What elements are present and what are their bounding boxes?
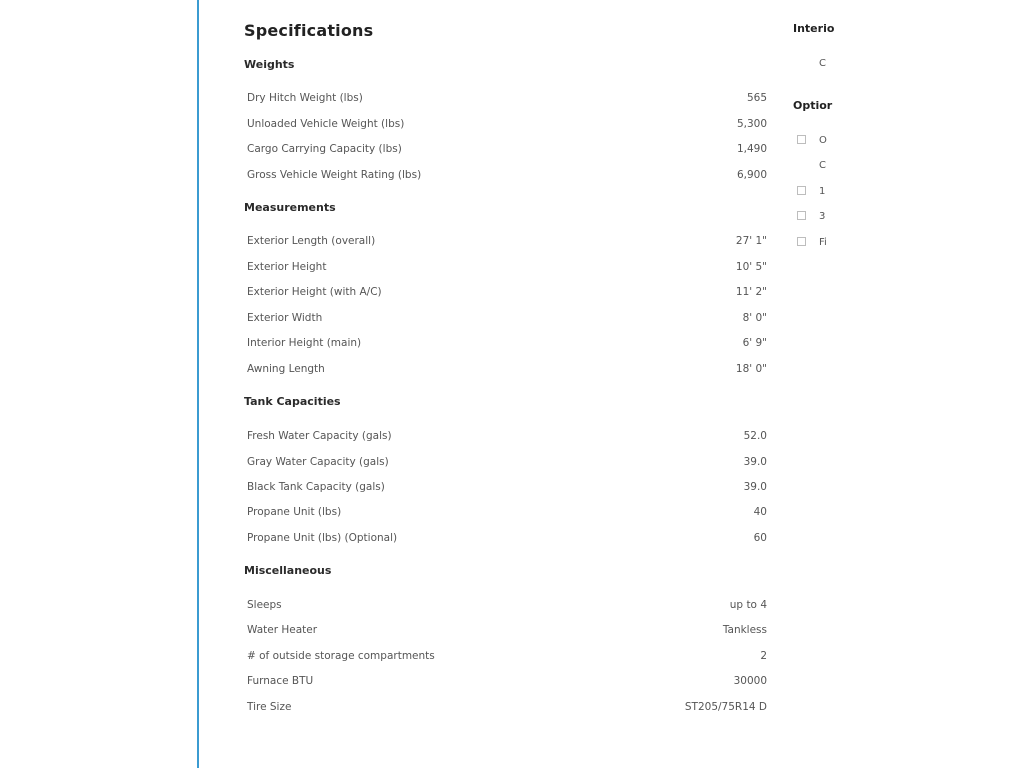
content-left-border	[197, 0, 199, 768]
spec-label: Exterior Width	[247, 312, 323, 324]
interior-heading: Interio	[793, 22, 835, 35]
spec-label: Unloaded Vehicle Weight (lbs)	[247, 118, 405, 130]
option-checkbox[interactable]	[797, 237, 806, 246]
option-checkbox[interactable]	[797, 135, 806, 144]
spec-row	[247, 312, 767, 328]
spec-row	[247, 624, 767, 640]
spec-label: Exterior Length (overall)	[247, 235, 376, 247]
spec-label: # of outside storage compartments	[247, 650, 435, 662]
section-title-measurements: Measurements	[244, 201, 336, 214]
spec-label: Fresh Water Capacity (gals)	[247, 430, 392, 442]
spec-row	[247, 286, 767, 302]
spec-label: Tire Size	[247, 701, 292, 713]
spec-row	[247, 675, 767, 691]
spec-value: ST205/75R14 D	[684, 701, 767, 713]
spec-label: Exterior Height (with A/C)	[247, 286, 382, 298]
options-heading: Optior	[793, 99, 833, 112]
spec-label: Black Tank Capacity (gals)	[247, 481, 385, 493]
spec-row	[247, 235, 767, 251]
spec-value: 40	[753, 506, 767, 518]
spec-label: Furnace BTU	[247, 675, 314, 687]
spec-label: Awning Length	[247, 363, 325, 375]
spec-value: 39.0	[743, 481, 767, 493]
spec-row	[247, 337, 767, 353]
spec-label: Water Heater	[247, 624, 318, 636]
spec-value: 52.0	[743, 430, 767, 442]
option-label: 1	[819, 186, 826, 197]
section-title-weights: Weights	[244, 58, 295, 71]
option-checkbox[interactable]	[797, 186, 806, 195]
spec-label: Propane Unit (lbs)	[247, 506, 342, 518]
spec-row	[247, 118, 767, 134]
spec-label: Propane Unit (lbs) (Optional)	[247, 532, 398, 544]
spec-label: Gross Vehicle Weight Rating (lbs)	[247, 169, 422, 181]
spec-row	[247, 169, 767, 185]
spec-row	[247, 430, 767, 446]
spec-label: Dry Hitch Weight (lbs)	[247, 92, 363, 104]
spec-value: 565	[746, 92, 767, 104]
page-title: Specifications	[244, 21, 374, 40]
spec-value: 27' 1"	[735, 235, 767, 247]
spec-row	[247, 261, 767, 277]
spec-row	[247, 532, 767, 548]
spec-value: 18' 0"	[735, 363, 767, 375]
spec-value: 30000	[733, 675, 767, 687]
spec-row	[247, 481, 767, 497]
spec-row	[247, 92, 767, 108]
spec-value: 6,900	[736, 169, 767, 181]
spec-label: Interior Height (main)	[247, 337, 362, 349]
spec-value: up to 4	[729, 599, 767, 611]
spec-value: 5,300	[736, 118, 767, 130]
spec-row	[247, 143, 767, 159]
spec-row	[247, 456, 767, 472]
spec-row	[247, 506, 767, 522]
section-title-tank-capacities: Tank Capacities	[244, 395, 341, 408]
spec-label: Cargo Carrying Capacity (lbs)	[247, 143, 402, 155]
spec-label: Exterior Height	[247, 261, 327, 273]
spec-value: Tankless	[722, 624, 767, 636]
spec-value: 39.0	[743, 456, 767, 468]
spec-value: 6' 9"	[742, 337, 767, 349]
option-label: Fi	[819, 237, 827, 248]
spec-row	[247, 650, 767, 666]
spec-row	[247, 363, 767, 379]
interior-item[interactable]: C	[819, 58, 826, 69]
spec-value: 10' 5"	[735, 261, 767, 273]
spec-value: 60	[753, 532, 767, 544]
option-label: 3	[819, 211, 826, 222]
spec-label: Sleeps	[247, 599, 282, 611]
section-title-miscellaneous: Miscellaneous	[244, 564, 332, 577]
option-checkbox[interactable]	[797, 211, 806, 220]
spec-value: 1,490	[736, 143, 767, 155]
spec-row	[247, 701, 767, 717]
spec-row	[247, 599, 767, 615]
spec-value: 2	[760, 650, 767, 662]
spec-value: 8' 0"	[742, 312, 767, 324]
option-label: C	[819, 160, 826, 171]
interior-options-panel	[793, 0, 835, 260]
spec-label: Gray Water Capacity (gals)	[247, 456, 389, 468]
spec-value: 11' 2"	[735, 286, 767, 298]
option-label: O	[819, 135, 827, 146]
